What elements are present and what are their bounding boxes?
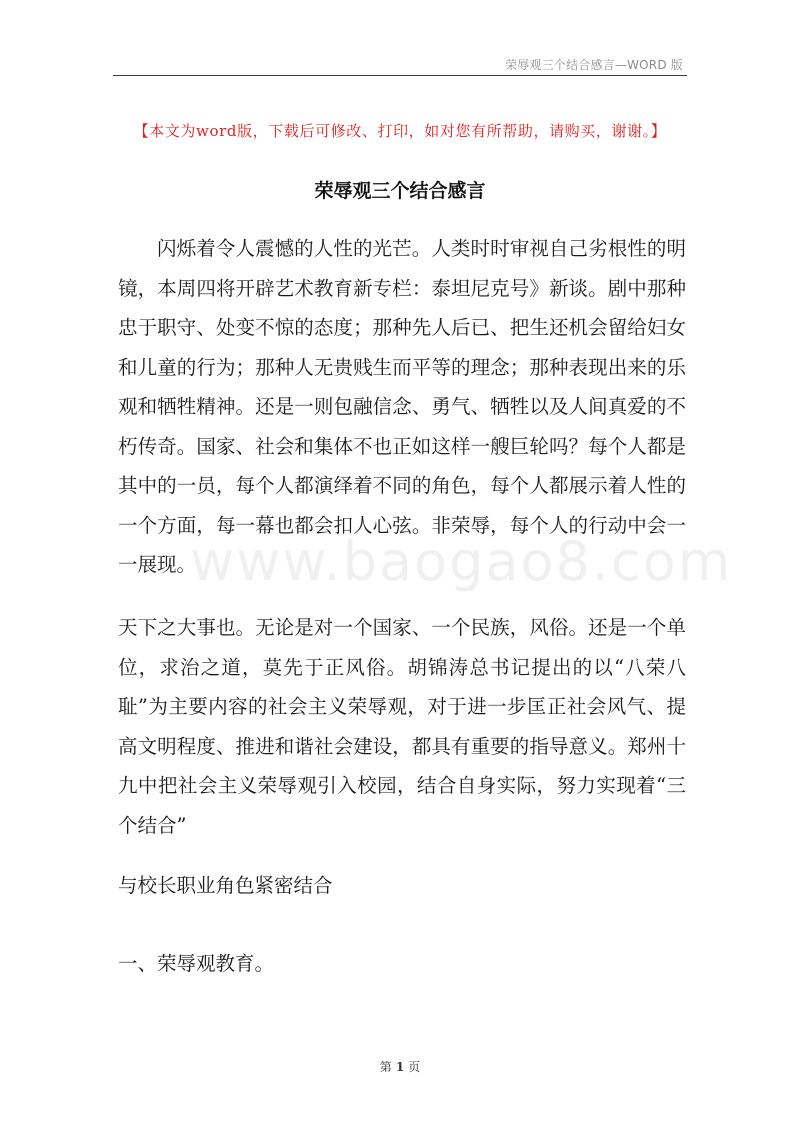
page-footer [0,1058,800,1075]
header-divider [113,75,687,76]
running-header: 荣辱观三个结合感言—WORD 版 [505,58,683,72]
paragraph-1: 闪烁着令人震憾的人性的光芒。人类时时审视自己劣根性的明镜，本周四将开辟艺术教育新专栏：泰坦尼克号》新谈。剧中那种忠于职守、处变不惊的态度；那种先人后已、把生还机会留给妇女和儿童的行为；那种人无贵贱生而平等的理念；那种表现出来的乐观和牺牲精神。还是一则包融信念、勇气、牺牲以及人间真爱的不朽传奇。国家、社会和集体不也正如这样一艘巨轮吗？每个人都是其中的一员，每个人都演绎着不同的角色，每个人都展示着人性的一个方面，每一幕也都会扣人心弦。非荣辱，每个人的行动中会一一展现。 [118,237,686,576]
footer-prefix: 第 [379,1060,392,1074]
footer-suffix: 页 [408,1060,421,1074]
word-version-notice: 【本文为word版，下载后可修改、打印，如对您有所帮助，请购买，谢谢。】 [133,122,667,140]
page-number: 1 [395,1060,405,1074]
section-heading: 与校长职业角色紧密结合 [118,874,333,897]
watermark: www.baogao8.com [190,530,733,593]
paragraph-2: 天下之大事也。无论是对一个国家、一个民族，风俗。还是一个单位，求治之道，莫先于正风俗。胡锦涛总书记提出的以“八荣八耻”为主要内容的社会主义荣辱观，对于进一步匡正社会风气、提高文明程度、推进和谐社会建设，都具有重要的指导意义。郑州十九中把社会主义荣辱观引入校园，结合自身实际，努力实现着“三个结合” [118,616,686,837]
document-title: 荣辱观三个结合感言 [314,180,486,202]
subsection-heading: 一、荣辱观教育。 [118,952,275,975]
